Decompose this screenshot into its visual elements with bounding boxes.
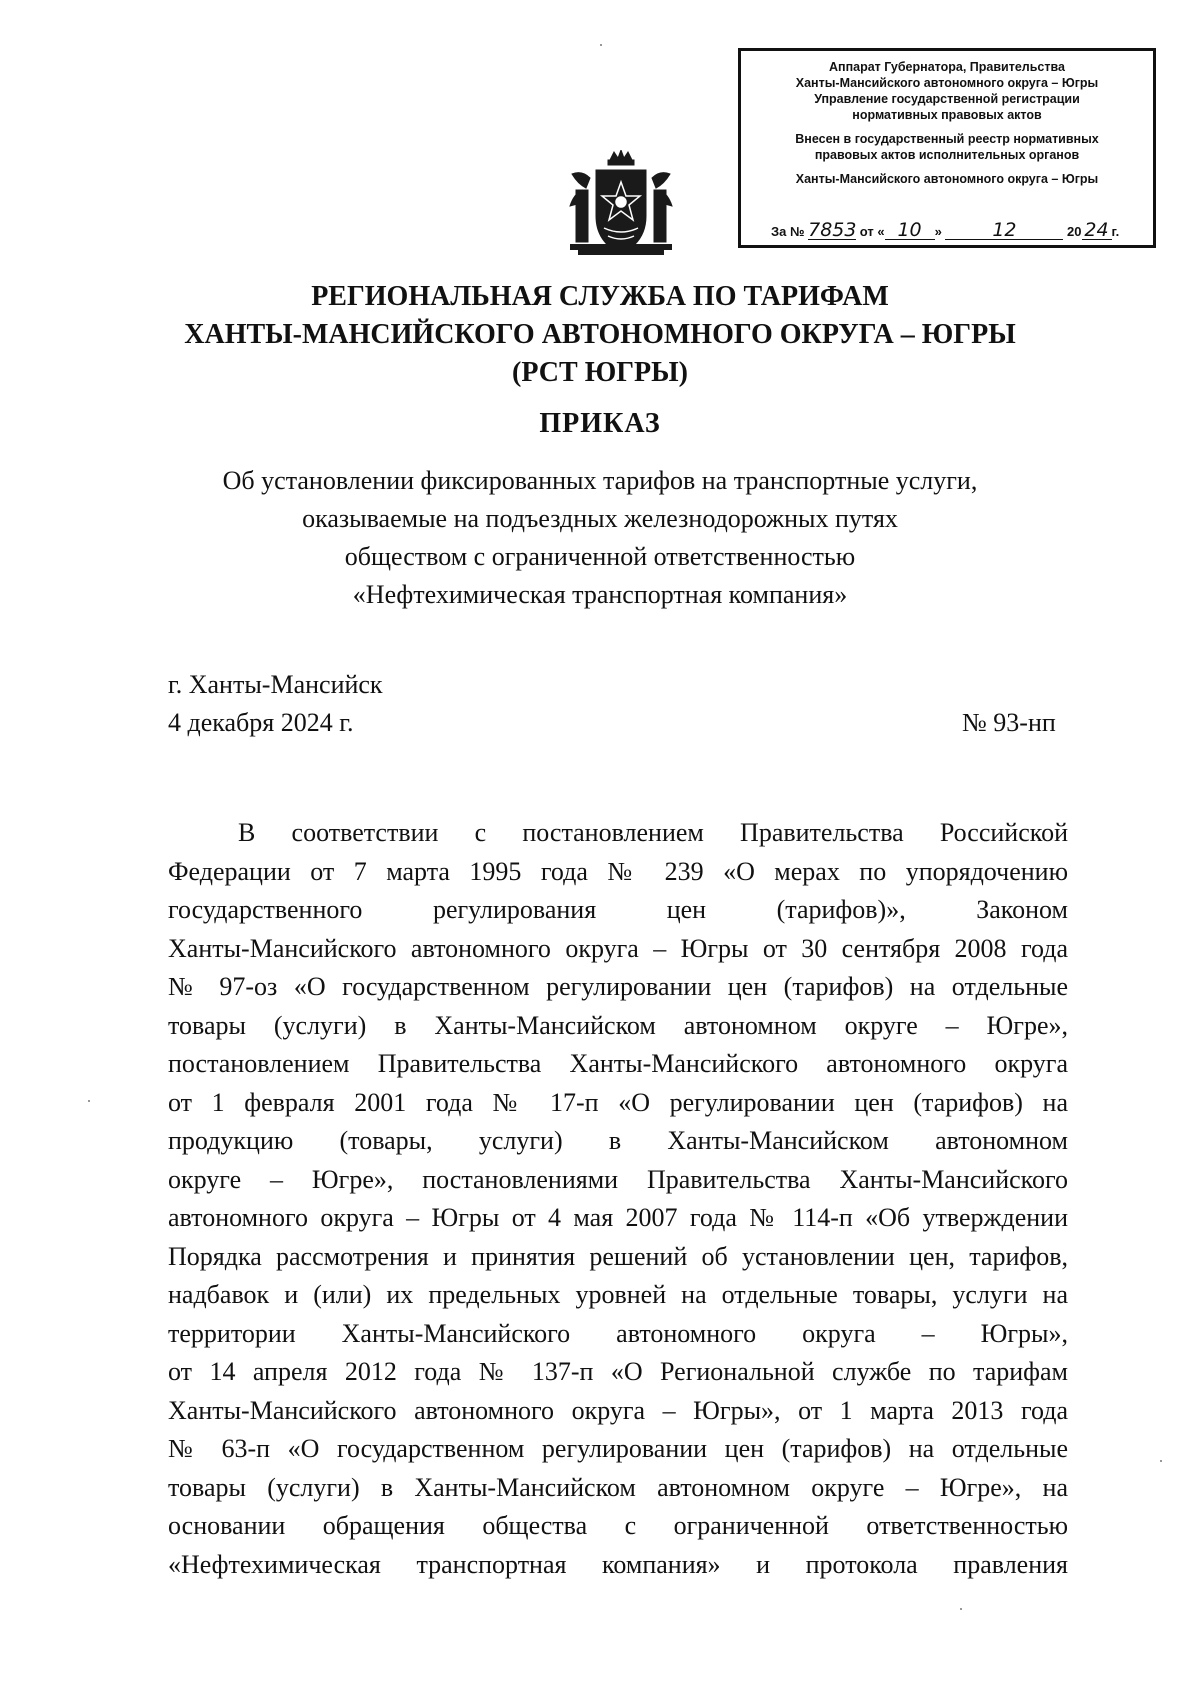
stamp-reg-from: от « (859, 224, 885, 239)
stamp-line: правовых актов исполнительных органов (814, 148, 1080, 162)
text-line: от 1 февраля 2001 года № 17-п «О регулировании цен (тарифов) на (168, 1087, 1068, 1117)
text-line: Ханты-Мансийского автономного округа – Югры», от 1 марта 2013 года (168, 1395, 1068, 1425)
text-line: надбавок и (или) их предельных уровней на отдельные товары, услуги на (168, 1280, 1068, 1309)
subject-line: обществом с ограниченной ответственностью (344, 542, 856, 571)
place-and-date (168, 666, 383, 742)
scan-speck (1160, 1460, 1162, 1462)
preamble-paragraph (168, 814, 1068, 1584)
stamp-reg-month: 12 (945, 221, 1063, 240)
stamp-line: Ханты-Мансийского автономного округа – Югры (795, 172, 1099, 186)
document-date: 4 декабря 2024 г. (168, 708, 354, 737)
text-line: товары (услуги) в Ханты-Мансийском автономном округе – Югре», на (168, 1472, 1068, 1502)
stamp-reg-number: 7853 (808, 219, 857, 241)
text-line: основании обращения общества с ограниченной ответственностью (168, 1511, 1068, 1540)
scan-speck (960, 1608, 962, 1610)
text-line: В соответствии с постановлением Правительства Российской (238, 818, 1068, 847)
agency-name-line: РЕГИОНАЛЬНАЯ СЛУЖБА ПО ТАРИФАМ (311, 281, 889, 312)
text-line: Ханты-Мансийского автономного округа – Югры от 30 сентября 2008 года (168, 933, 1068, 963)
text-line: от 14 апреля 2012 года № 137-п «О Региональной службе по тарифам (168, 1357, 1068, 1386)
stamp-line: Внесен в государственный реестр нормативных (795, 132, 1099, 146)
agency-name-line: ХАНТЫ-МАНСИЙСКОГО АВТОНОМНОГО ОКРУГА – ЮГРЫ (184, 319, 1016, 350)
stamp-reg-year-end: г. (1111, 224, 1120, 239)
scan-speck (88, 1100, 90, 1102)
city: г. Ханты-Мансийск (168, 670, 383, 699)
stamp-reg-prefix: За № (771, 224, 805, 239)
text-line: округе – Югре», постановлениями Правительства Ханты-Мансийского (168, 1164, 1068, 1194)
text-line: № 63-п «О государственном регулировании цен (тарифов) на отдельные (168, 1434, 1068, 1463)
document-type-title: ПРИКАЗ (539, 408, 661, 439)
text-line: постановлением Правительства Ханты-Мансийского автономного округа (168, 1049, 1068, 1078)
scan-speck (600, 44, 602, 46)
stamp-reg-year: 24 (1082, 221, 1112, 240)
text-line: товары (услуги) в Ханты-Мансийском автономном округе – Югре», (168, 1010, 1068, 1040)
text-line: «Нефтехимическая транспортная компания» и протокола правления (168, 1549, 1068, 1579)
stamp-line: Аппарат Губернатора, Правительства (829, 60, 1065, 74)
order-subject (150, 462, 1050, 614)
stamp-reg-quote: » (934, 224, 942, 239)
registration-stamp (738, 48, 1156, 248)
stamp-reg-year-prefix: 20 (1067, 224, 1082, 239)
subject-line: оказываемые на подъездных железнодорожных путях (302, 504, 898, 533)
text-line: территории Ханты-Мансийского автономного округа – Югры», (168, 1318, 1068, 1348)
text-line: государственного регулирования цен (тарифов)», Законом (168, 895, 1068, 924)
agency-header (150, 278, 1050, 392)
coat-of-arms-icon (568, 150, 674, 260)
stamp-reg-day: 10 (885, 221, 935, 240)
text-line: автономного округа – Югры от 4 мая 2007 года № 114-п «Об утверждении (168, 1203, 1068, 1232)
text-line: Федерации от 7 марта 1995 года № 239 «О мерах по упорядочению (168, 856, 1068, 886)
text-line: Порядка рассмотрения и принятия решений об установлении цен, тарифов, (168, 1241, 1068, 1271)
document-number: № 93-нп (962, 708, 1056, 737)
text-line: продукцию (товары, услуги) в Ханты-Мансийском автономном (168, 1126, 1068, 1155)
text-line: № 97-оз «О государственном регулировании цен (тарифов) на отдельные (168, 972, 1068, 1001)
stamp-line: нормативных правовых актов (852, 108, 1042, 122)
stamp-line: Управление государственной регистрации (814, 92, 1080, 106)
subject-line: «Нефтехимическая транспортная компания» (352, 580, 848, 609)
stamp-registration-line (771, 221, 1141, 240)
agency-abbreviation: (РСТ ЮГРЫ) (512, 357, 688, 388)
subject-line: Об установлении фиксированных тарифов на транспортные услуги, (222, 466, 978, 495)
stamp-line: Ханты-Мансийского автономного округа – Югры (795, 76, 1099, 90)
